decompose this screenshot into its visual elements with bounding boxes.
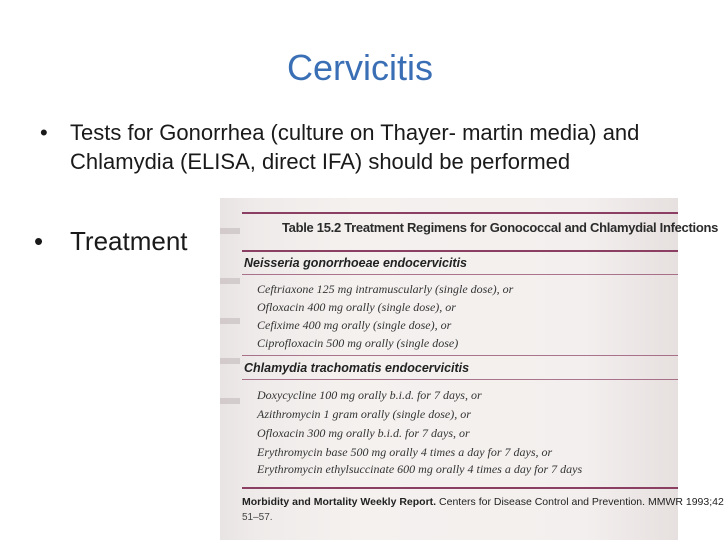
bullet-treatment-text: Treatment	[70, 226, 188, 256]
table-bottom-rule	[242, 487, 678, 489]
table-footnote	[242, 496, 724, 508]
bullet-tests	[40, 118, 670, 176]
footnote-citation: Centers for Disease Control and Prevention. MMWR 1993;42	[439, 496, 724, 508]
table-row: Ofloxacin 400 mg orally (single dose), or	[257, 300, 456, 314]
bullet-dot: •	[34, 226, 44, 256]
bleed-through-mark	[220, 228, 240, 234]
bleed-through-mark	[220, 358, 240, 364]
table-row: Cefixime 400 mg orally (single dose), or	[257, 318, 452, 332]
table-top-rule	[242, 212, 678, 214]
footnote-source: Morbidity and Mortality Weekly Report.	[242, 496, 437, 508]
section-heading-gonorrhoeae: Neisseria gonorrhoeae endocervicitis	[244, 256, 468, 270]
bullet-dot: •	[40, 120, 48, 145]
bleed-through-mark	[220, 318, 240, 324]
bullet-tests-text: Tests for Gonorrhea (culture on Thayer- martin media) and Chlamydia (ELISA, direct IFA) should be performed	[70, 120, 640, 174]
table-row: Ciprofloxacin 500 mg orally (single dose)	[257, 336, 459, 350]
scanned-table-image	[220, 198, 724, 540]
table-row: Erythromycin ethylsuccinate 600 mg orally 4 times a day for 7 days	[257, 462, 583, 476]
section-rule	[242, 355, 678, 356]
table-row: Erythromycin base 500 mg orally 4 times a day for 7 days, or	[257, 445, 553, 459]
section-rule	[242, 274, 678, 275]
bleed-through-mark	[220, 278, 240, 284]
bullet-treatment	[34, 225, 188, 257]
bleed-through-mark	[220, 398, 240, 404]
table-row: Ceftriaxone 125 mg intramuscularly (single dose), or	[257, 282, 514, 296]
table-header-rule	[242, 250, 678, 252]
table-row: Doxycycline 100 mg orally b.i.d. for 7 days, or	[257, 388, 482, 402]
table-row: Azithromycin 1 gram orally (single dose), or	[257, 407, 471, 421]
section-rule	[242, 379, 678, 380]
footnote-pages: 51–57.	[242, 512, 273, 523]
slide-title: Cervicitis	[286, 47, 433, 88]
table-row: Ofloxacin 300 mg orally b.i.d. for 7 days, or	[257, 426, 470, 440]
section-heading-chlamydia: Chlamydia trachomatis endocervicitis	[244, 361, 470, 375]
table-title: Table 15.2 Treatment Regimens for Gonococcal and Chlamydial Infections	[282, 220, 719, 235]
